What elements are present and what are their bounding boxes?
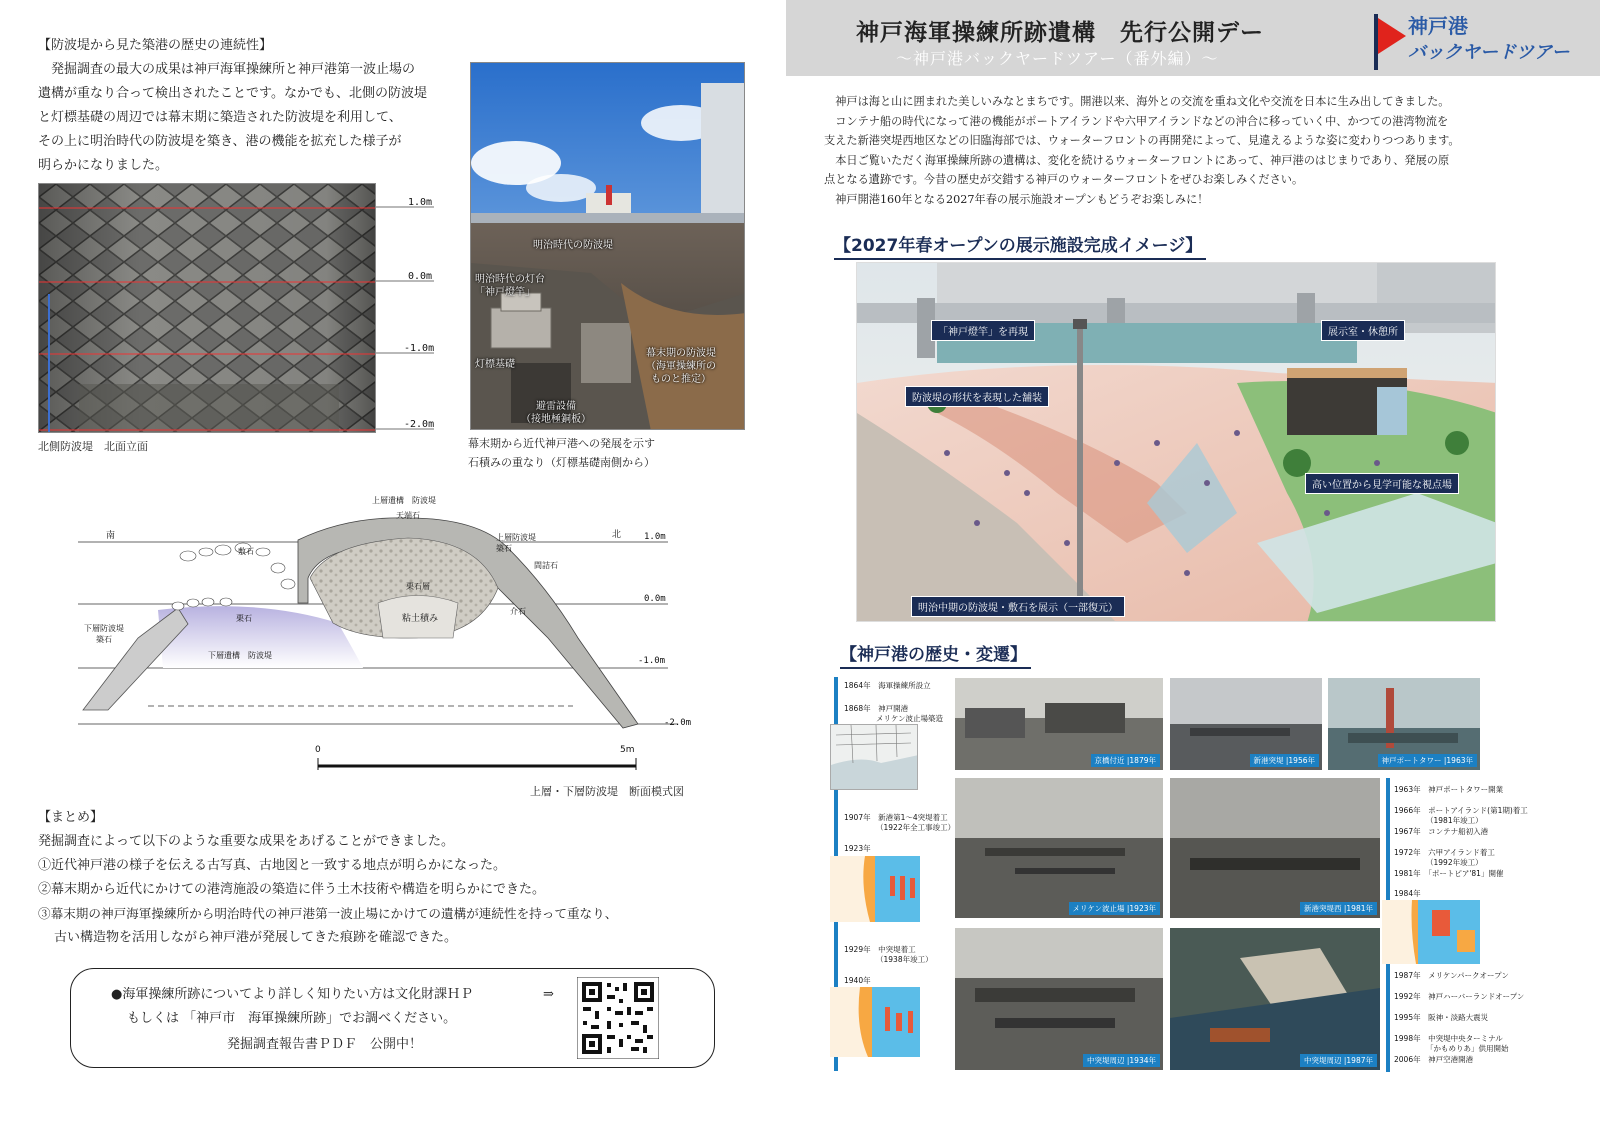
summary-item: ②幕末期から近代にかけての港湾施設の築造に伴う土木技術や構造を明らかにできた。 [38, 882, 546, 897]
photo-label-bakumatsu-line: ものと推定） [651, 374, 711, 385]
intro-line: その上に明治時代の防波堤を築き、港の機能を拡充した様子が [38, 134, 402, 149]
diagram-tenbaseki: 天端石 [396, 511, 420, 520]
facility-heading: 【2027年春オープンの展示施設完成イメージ】 [834, 231, 1206, 260]
history-photo [1328, 678, 1480, 770]
timeline-right-item: 2006年 神戸空港開港 [1394, 1055, 1474, 1064]
photo-label-lighthouse-line: 明治時代の灯台 [475, 274, 545, 285]
photo-label-bakumatsu [646, 347, 716, 386]
history-photo [1170, 678, 1322, 770]
timeline-right-item: 1995年 阪神・淡路大震災 [1394, 1013, 1489, 1022]
wall-level-label: -1.0m [404, 343, 435, 354]
intro-line: 明らかになりました。 [38, 158, 169, 173]
tour-logo [1370, 8, 1570, 70]
timeline-right-item: 1987年 メリケンパークオープン [1394, 971, 1509, 980]
timeline-right-item: （1981年竣工） [1426, 816, 1483, 825]
history-photo-image [1170, 778, 1380, 918]
diagram-lower-title: 下層遺構 防波堤 [208, 651, 272, 660]
harbor-map-image [1382, 900, 1480, 964]
diagram-south: 南 [106, 531, 116, 541]
photo-tag: 中突堤周辺 |1934年 [1083, 1054, 1160, 1067]
facility-illustration [856, 262, 1496, 622]
timeline-left-item: （1938年竣工） [876, 955, 933, 964]
intro-line: と灯標基礎の周辺では幕末期に築造された防波堤を利用して、 [38, 110, 402, 125]
site-photo-caption-line: 幕末期から近代神戸港への発展を示す [468, 437, 655, 450]
diagram-level: 0.0m [644, 594, 666, 604]
logo-text-line: バックヤードツアー [1408, 42, 1570, 63]
map-1923 [830, 856, 920, 922]
photo-label-lightning-line: （接地極銅板） [521, 414, 591, 425]
summary-item: ③幕末期の神戸海軍操練所から明治時代の神戸港第一波止場にかけての遺構が連続性を持って重なり、 [38, 906, 618, 921]
diagram-north: 北 [612, 530, 622, 540]
history-photo-image [955, 778, 1163, 918]
timeline-left-item: 1868年 神戸開港 [844, 704, 909, 713]
left-page [0, 0, 790, 1131]
timeline-dot [834, 818, 838, 822]
info-line: 発掘調査報告書ＰＤＦ 公開中！ [227, 1037, 423, 1052]
timeline-left-item: （1922年全工事竣工） [876, 823, 956, 832]
diagram-nendo: 粘土積み [402, 614, 439, 624]
timeline-dot [834, 849, 838, 853]
photo-tag: 中突堤周辺 |1987年 [1300, 1054, 1377, 1067]
history-photo [1170, 778, 1380, 918]
timeline-right-item: 1967年 コンテナ船初入港 [1394, 827, 1489, 836]
timeline-left-item: 1907年 新港第1～4突堤着工 [844, 813, 948, 822]
qr-code[interactable] [577, 977, 659, 1059]
page-subtitle: ～神戸港バックヤードツアー（番外編）～ [896, 49, 1219, 68]
diagram-scale-end: 5m [620, 745, 635, 755]
diagram-kaiseki: 介石 [510, 607, 526, 616]
diagram-level: -1.0m [638, 656, 666, 666]
history-heading: 【神戸港の歴史・変遷】 [840, 640, 1031, 669]
diagram-lower-breakwater-line: 下層防波堤 [84, 624, 124, 633]
info-line: もしくは 「神戸市 海軍操練所跡」でお調べください。 [127, 1011, 457, 1026]
map-1984 [1382, 900, 1480, 964]
site-photo [470, 62, 745, 430]
history-photo [955, 678, 1163, 770]
timeline-left-item: 1864年 海軍操練所設立 [844, 681, 931, 690]
timeline-right-item: 1966年 ポートアイランド(第1期)着工 [1394, 806, 1528, 815]
diagram-level: -2.0m [664, 718, 692, 728]
intro-line: 遺構が重なり合って検出されたことです。なかでも、北側の防波堤 [38, 86, 427, 101]
cross-section-diagram [78, 488, 708, 803]
diagram-mazumeishi: 間詰石 [534, 561, 558, 570]
right-intro-line: 支えた新港突堤西地区などの旧臨海部では、ウォーターフロントの再開発によって、見違えるような姿に変わりつつあります。 [824, 134, 1460, 148]
label-exhibit: 展示室・休憩所 [1321, 320, 1405, 341]
timeline-right-item: 1972年 六甲アイランド着工 [1394, 848, 1495, 857]
summary-lead: 発掘調査によって以下のような重要な成果をあげることができました。 [38, 834, 455, 849]
summary-body [38, 830, 758, 950]
timeline-dot [834, 686, 838, 690]
photo-label-meiji-breakwater: 明治時代の防波堤 [533, 240, 613, 251]
right-intro-line: コンテナ船の時代になって港の機能がポートアイランドや六甲アイランドなどの沖合に移っていく中、かつての港湾物流を [835, 114, 1449, 128]
photo-label-lighthouse [475, 273, 545, 299]
timeline-right-item: 1981年 「ポートピア'81」開催 [1394, 869, 1504, 878]
history-photo [955, 928, 1163, 1070]
stone-wall-photo [38, 183, 376, 433]
info-arrow: ⇒ [543, 987, 554, 1002]
diagram-lower-breakwater-line: 築石 [96, 635, 112, 644]
timeline-right-item: （1992年竣工） [1426, 858, 1483, 867]
harbor-map-image [830, 987, 920, 1057]
diagram-kuriishi-layer: 栗石層 [406, 582, 430, 591]
right-intro-line: 本日ご覧いただく海軍操練所跡の遺構は、変化を続けるウォーターフロントにあって、神戸港のはじまりであり、発展の原 [835, 153, 1450, 167]
right-intro-line: 神戸開港160年となる2027年春の展示施設オープンもどうぞお楽しみに！ [835, 192, 1209, 206]
history-photo [955, 778, 1163, 918]
map-1868 [830, 724, 918, 790]
timeline-left-item: 1929年 中突堤着工 [844, 945, 916, 954]
photo-tag: 新港突堤 |1956年 [1250, 754, 1320, 767]
diagram-scale-start: 0 [315, 745, 321, 755]
diagram-upper-title: 上層遺構 防波堤 [372, 496, 436, 505]
photo-tag: 神戸ポートタワー |1963年 [1378, 754, 1478, 767]
photo-label-beacon-base: 灯標基礎 [475, 359, 515, 370]
logo-flag-icon [1370, 14, 1410, 70]
label-lamp: 「神戸燈竿」を再現 [931, 320, 1035, 341]
info-box [70, 968, 715, 1068]
wall-level-label: -2.0m [404, 419, 435, 430]
intro-line: 発掘調査の最大の成果は神戸海軍操練所と神戸港第一波止場の [51, 62, 416, 77]
timeline-left-item: 1923年 [844, 844, 871, 853]
wall-level-label: 0.0m [408, 271, 433, 282]
logo-text-line: 神戸港 [1408, 14, 1468, 38]
label-paving: 防波堤の形状を表現した舗装 [905, 386, 1049, 407]
section-title: 【防波堤から見た築港の歴史の連続性】 [38, 38, 273, 53]
facility-rendering [857, 263, 1496, 622]
diagram-lower-breakwater [84, 623, 124, 645]
page-title: 神戸海軍操練所跡遺構 先行公開デー [856, 20, 1264, 46]
intro-text [38, 58, 468, 178]
diagram-kuriishi: 栗石 [236, 614, 252, 623]
timeline-left-item: 1940年 [844, 976, 871, 985]
wall-photo-caption: 北側防波堤 北面立面 [38, 440, 148, 453]
history-photo-image [1170, 928, 1380, 1070]
timeline-dot [834, 710, 838, 714]
diagram-upper-fuseki [496, 532, 536, 554]
timeline-right-item: 1963年 神戸ポートタワー開業 [1394, 785, 1504, 794]
right-intro-line: 点となる遺跡です。今昔の歴史が交錯する神戸のウォーターフロントをぜひお楽しみください。 [824, 173, 1304, 187]
history-photo-image [955, 928, 1163, 1070]
label-viewpoint: 高い位置から見学可能な視点場 [1305, 473, 1459, 494]
photo-tag: メリケン波止場 |1923年 [1069, 902, 1160, 915]
site-photo-caption [468, 434, 655, 472]
right-intro [824, 92, 1594, 210]
photo-label-bakumatsu-line: （海軍操練所の [646, 361, 716, 372]
photo-label-lighthouse-line: 「神戸燈竿」 [475, 287, 535, 298]
timeline-right-item: 1998年 中突堤中央ターミナル [1394, 1034, 1503, 1043]
map-1940 [830, 987, 920, 1057]
diagram-upper-fuseki-line: 上層防波堤 [496, 533, 536, 542]
stone-wall-image [39, 184, 376, 433]
diagram-level: 1.0m [644, 532, 666, 542]
summary-item: 古い構造物を活用しながら神戸港が発展してきた痕跡を確認できた。 [54, 930, 458, 945]
diagram-shikiishi: 敷石 [238, 547, 254, 556]
wall-level-label: 1.0m [408, 197, 433, 208]
right-intro-line: 神戸は海と山に囲まれた美しいみなとまちです。開港以来、海外との交流を重ね文化や交流を日本に生み出してきました。 [835, 95, 1450, 108]
wall-level-lines [376, 183, 436, 435]
history-photo [1170, 928, 1380, 1070]
summary-item: ①近代神戸港の様子を伝える古写真、古地図と一致する地点が明らかになった。 [38, 858, 507, 873]
timeline-right-item: 1992年 神戸ハーバーランドオープン [1394, 992, 1525, 1001]
info-line: ●海軍操練所跡についてより詳しく知りたい方は文化財課ＨＰ [111, 987, 474, 1002]
harbor-map-image [830, 856, 920, 922]
timeline-dot [834, 950, 838, 954]
summary-title: 【まとめ】 [38, 810, 104, 825]
diagram-caption: 上層・下層防波堤 断面模式図 [530, 785, 684, 798]
right-page [800, 0, 1600, 1131]
photo-label-lightning [521, 400, 591, 426]
diagram-upper-fuseki-line: 築石 [496, 544, 512, 553]
old-map-image [831, 725, 918, 790]
label-meiji: 明治中期の防波堤・敷石を展示（一部復元） [911, 596, 1125, 617]
timeline-left-item: メリケン波止場築造 [876, 714, 943, 723]
site-photo-caption-line: 石積みの重なり（灯標基礎南側から） [468, 456, 655, 469]
timeline-right-item: 1984年 [1394, 889, 1421, 898]
photo-tag: 京橋付近 |1879年 [1091, 754, 1161, 767]
photo-label-bakumatsu-line: 幕末期の防波堤 [646, 348, 716, 359]
photo-label-lightning-line: 避雷設備 [536, 401, 576, 412]
timeline-dot [834, 981, 838, 985]
timeline-right-item: 「かもめりあ」供用開始 [1426, 1044, 1509, 1053]
photo-tag: 新港突堤西 |1981年 [1300, 902, 1377, 915]
